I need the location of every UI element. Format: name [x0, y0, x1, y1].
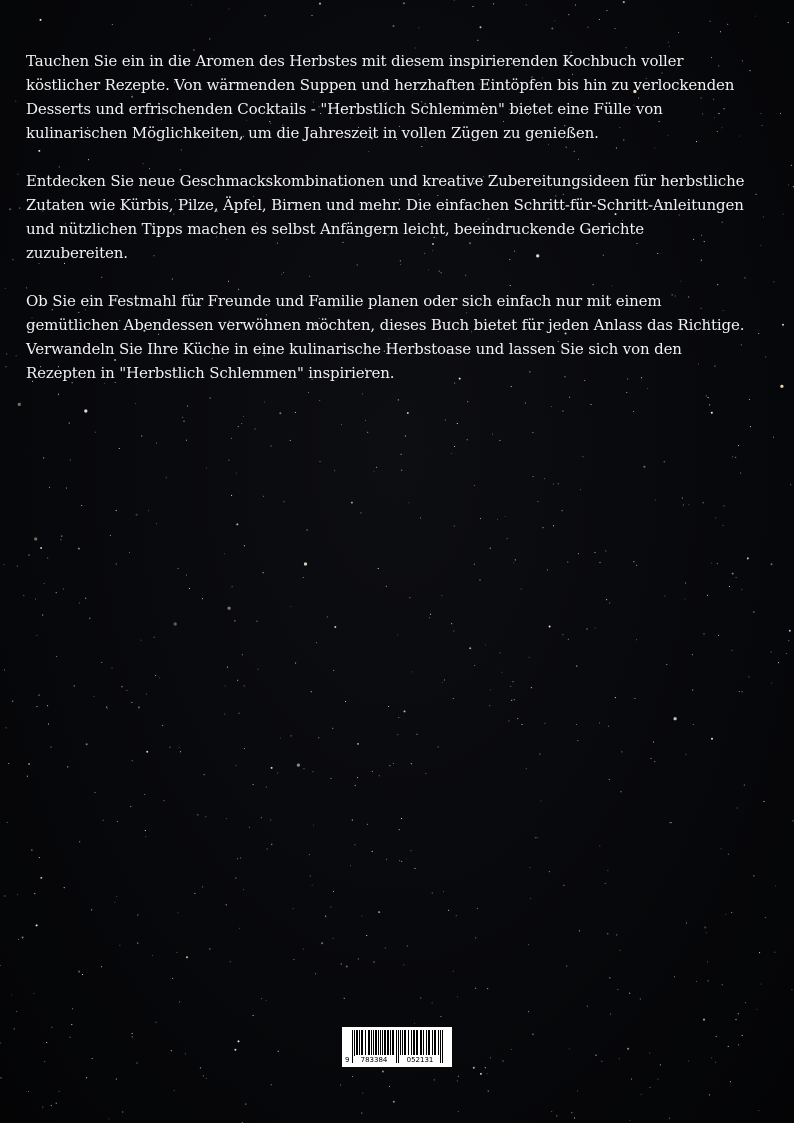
barcode-digits-group-2: 052131 [400, 1056, 440, 1065]
blurb-paragraph-3: Ob Sie ein Festmahl für Freunde und Familie planen oder sich einfach nur mit einem gemütlichen Abendessen verwöhnen möchten, dieses Buch bietet für jeden Anlass das Richtige. Verwandeln Sie Ihre Küche in eine kulinarische Herbstoase und lassen Sie sich von den Rezepten in "Herbstlich Schlemmen" inspirieren. [26, 292, 745, 382]
isbn-barcode [342, 1027, 452, 1067]
barcode-digits-group-1: 783384 [354, 1056, 394, 1065]
blurb-text [26, 49, 746, 409]
blurb-paragraph-1: Tauchen Sie ein in die Aromen des Herbstes mit diesem inspirierenden Kochbuch voller köstlicher Rezepte. Von wärmenden Suppen und herzhaften Eintöpfen bis hin zu verlockenden Desserts und erfrischenden Cocktails - "Herbstlich Schlemmen" bietet eine Fülle von kulinarischen Möglichkeiten, um die Jahreszeit in vollen Zügen zu genießen. [26, 52, 735, 142]
blurb-paragraph-2: Entdecken Sie neue Geschmackskombinationen und kreative Zubereitungsideen für herbstliche Zutaten wie Kürbis, Pilze, Äpfel, Birnen und mehr. Die einfachen Schritt-für-Schritt-Anleitungen und nützlichen Tipps machen es selbst Anfängern leicht, beeindruckende Gerichte zuzubereiten. [26, 172, 745, 262]
barcode-lead-digit: 9 [345, 1056, 350, 1064]
